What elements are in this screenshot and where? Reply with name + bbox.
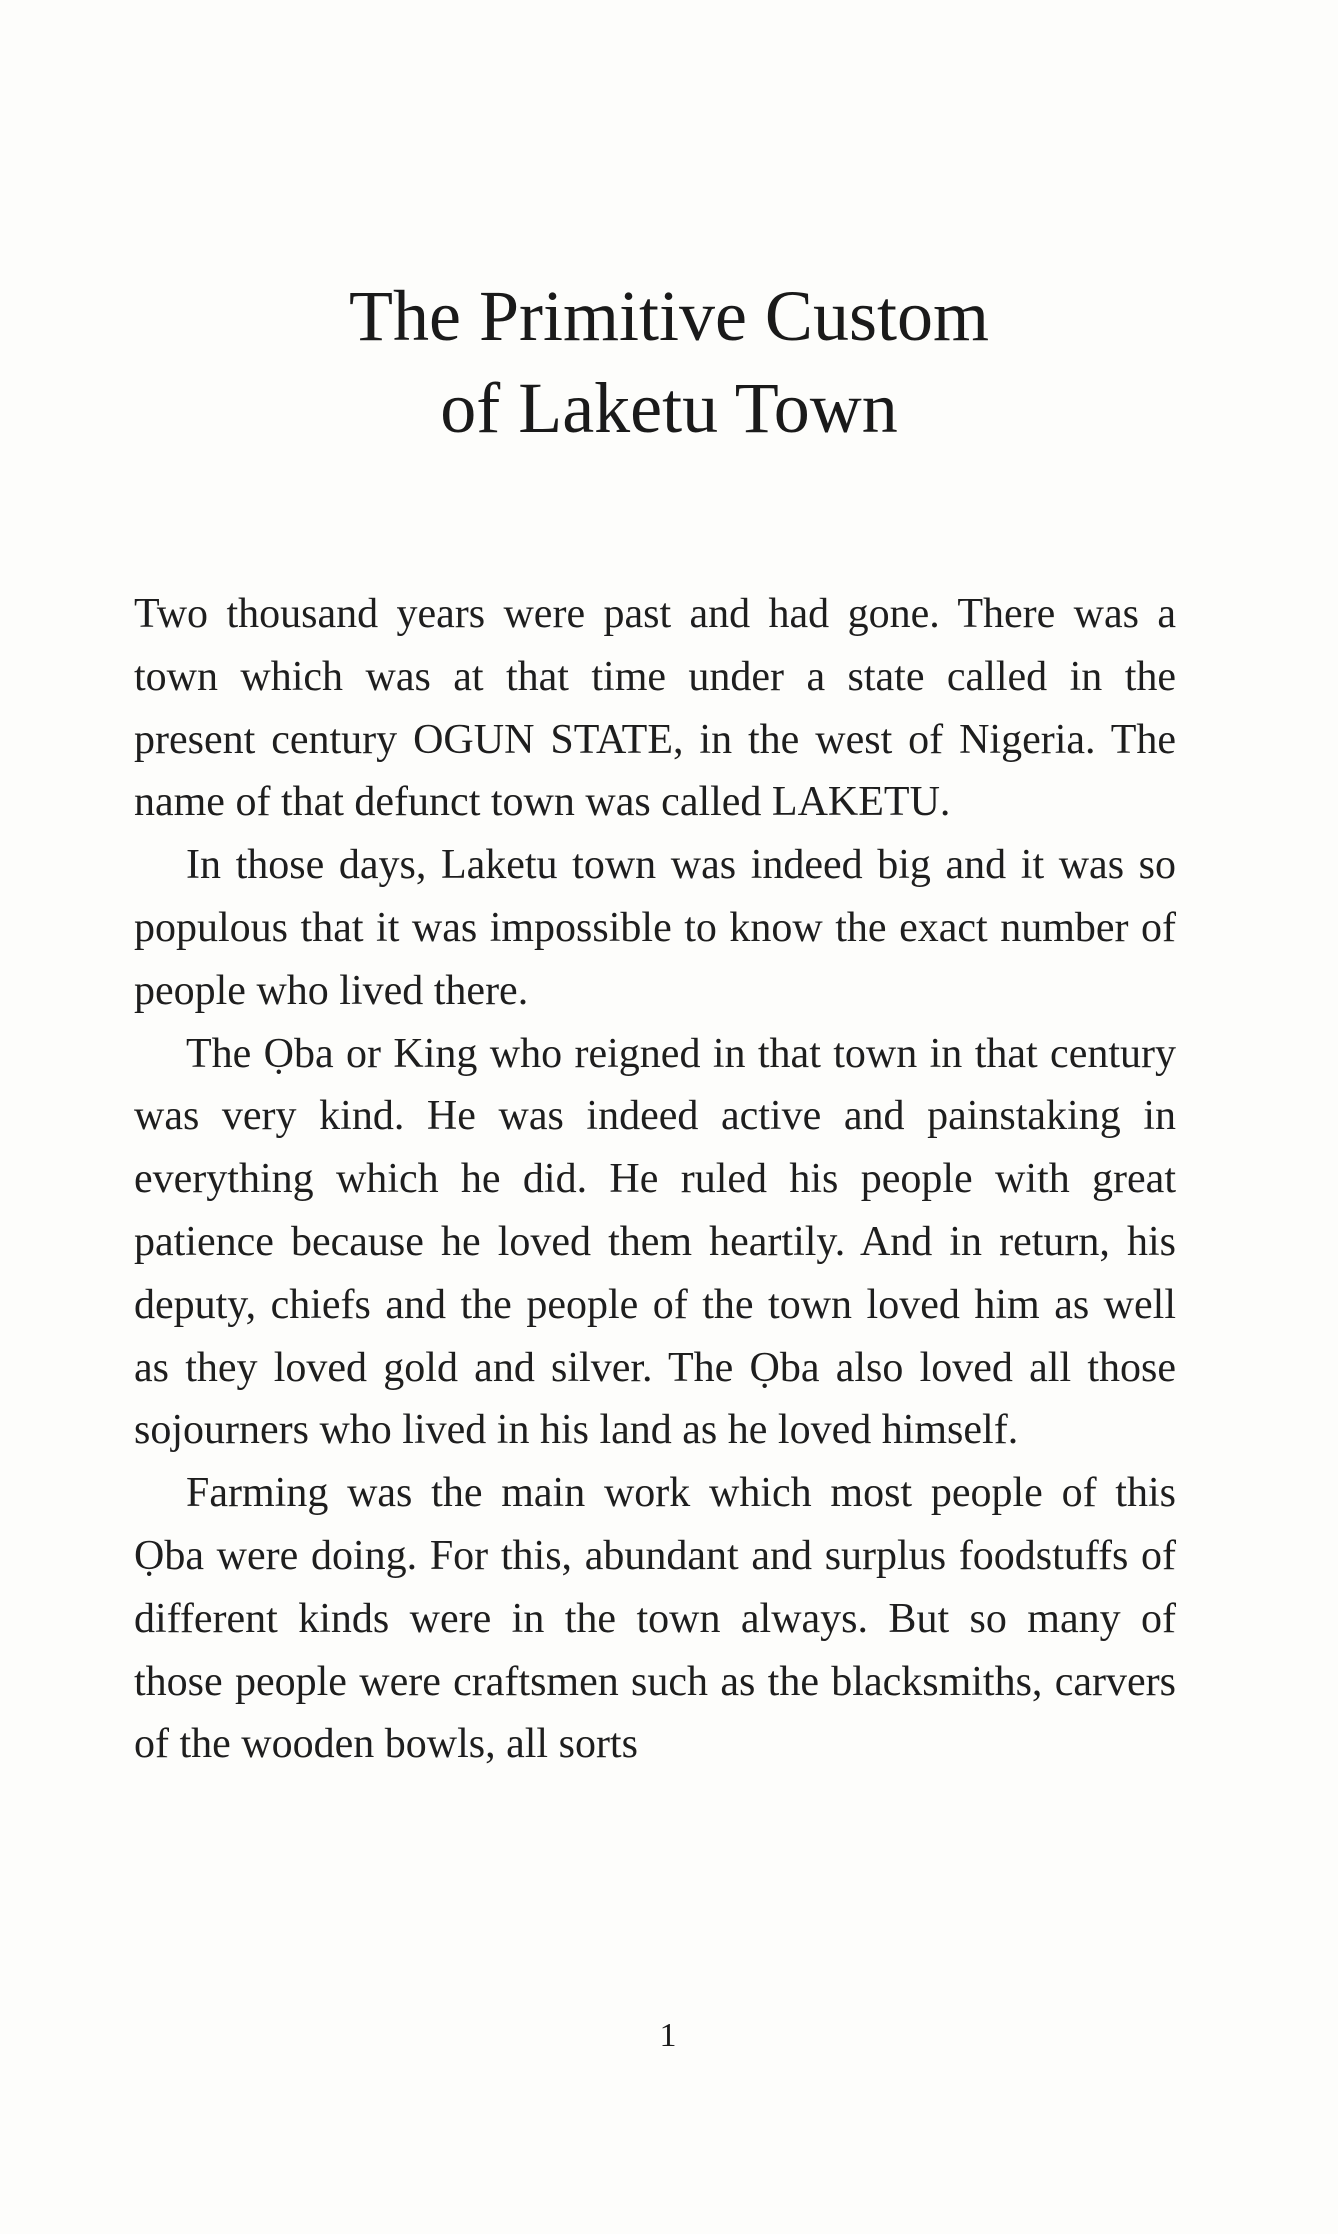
paragraph: Farming was the main work which most people of this Ọba were doing. For this, abundant and surplus foodstuffs of different kinds were in the town always. But so many of those people were craftsmen such as the blacksmiths, carvers of the wooden bowls, all sorts <box>134 1470 1176 1768</box>
chapter-title-line-2: of Laketu Town <box>440 368 898 448</box>
paragraph: Two thousand years were past and had gone. There was a town which was at that time under a state called in the present century OGUN STATE, in the west of Nigeria. The name of that defunct town was called LAKETU. <box>134 591 1176 826</box>
paragraph: The Ọba or King who reigned in that town in that century was very kind. He was indeed active and painstaking in everything which he did. He ruled his people with great patience because he loved them heartily. And in return, his deputy, chiefs and the people of the town loved him as well as they loved gold and silver. The Ọba also loved all those sojourners who lived in his land as he loved himself. <box>134 1030 1176 1454</box>
page-number: 1 <box>659 2017 679 2054</box>
paragraph: In those days, Laketu town was indeed big and it was so populous that it was impossible to know the exact number of people who lived there. <box>134 842 1176 1014</box>
body-text <box>134 583 1176 1776</box>
chapter-title-line-1: The Primitive Custom <box>349 276 989 356</box>
chapter-title <box>0 270 1338 454</box>
